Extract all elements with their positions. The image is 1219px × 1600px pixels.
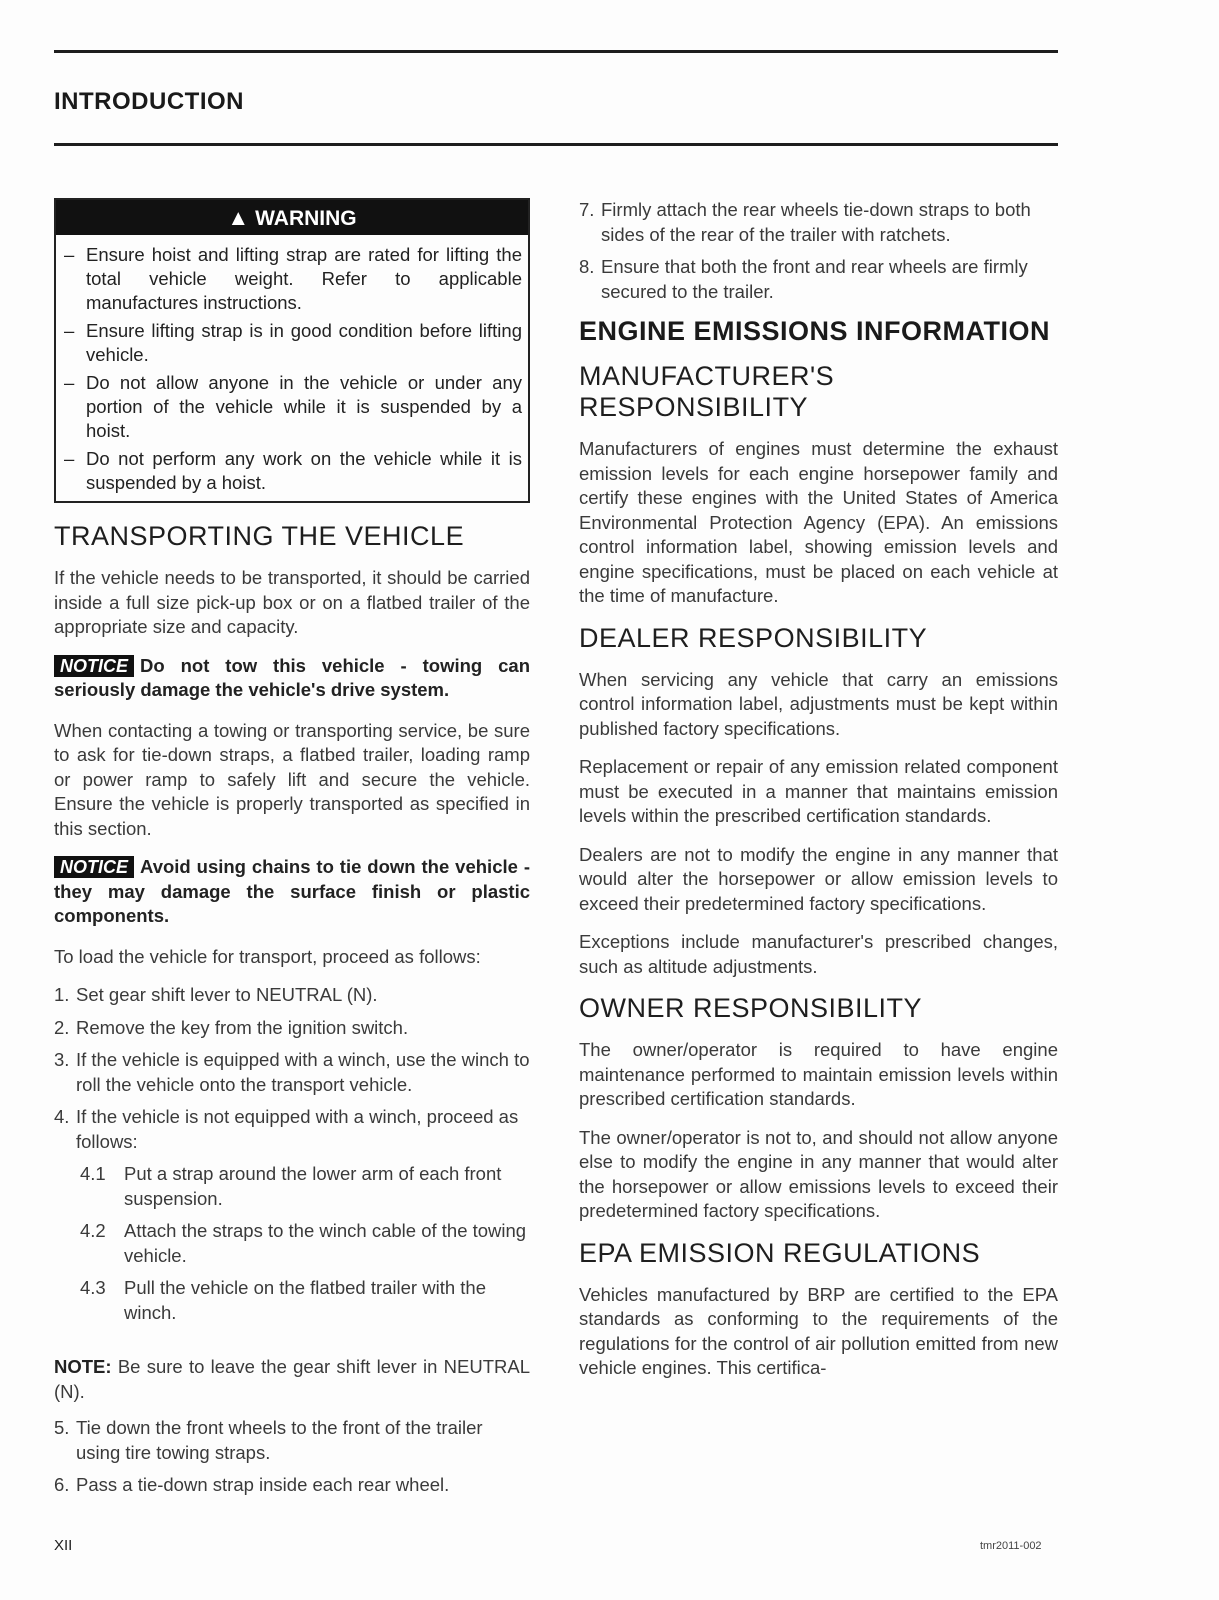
- substep-item: 4.2 Attach the straps to the winch cable of the towing vehicle.: [80, 1220, 527, 1266]
- transporting-heading: TRANSPORTING THE VEHICLE: [54, 521, 465, 551]
- steps-list: [54, 983, 530, 1325]
- notice-text: Avoid using chains to tie down the vehicle - they may damage the surface finish or plastic components.: [54, 856, 530, 926]
- emissions-heading: ENGINE EMISSIONS INFORMATION: [579, 316, 1051, 346]
- note-label: NOTE:: [54, 1356, 112, 1377]
- step-item: 7. Firmly attach the rear wheels tie-down straps to both sides of the rear of the trailer with ratchets.: [579, 199, 1031, 245]
- warning-triangle-icon: ▲: [227, 205, 250, 230]
- warning-item: – Do not perform any work on the vehicle while it is suspended by a hoist.: [64, 447, 522, 495]
- dealer-paragraph: Replacement or repair of any emission related component must be executed in a manner that maintains emission levels within the prescribed certification standards.: [579, 756, 1058, 826]
- warning-list: [56, 235, 528, 501]
- transporting-intro: If the vehicle needs to be transported, it should be carried inside a full size pick-up box or on a flatbed trailer of the appropriate size and capacity.: [54, 567, 530, 637]
- dealer-paragraph: Exceptions include manufacturer's prescribed changes, such as altitude adjustments.: [579, 931, 1058, 977]
- warning-item: – Ensure lifting strap is in good condition before lifting vehicle.: [64, 319, 522, 367]
- page-number: XII: [54, 1537, 73, 1554]
- substep-item: 4.1 Put a strap around the lower arm of each front suspension.: [80, 1163, 502, 1209]
- section-header: INTRODUCTION: [54, 88, 244, 115]
- notice-towing: [54, 654, 530, 703]
- dealer-paragraph: Dealers are not to modify the engine in any manner that would alter the horsepower or allow emission levels to exceed their predetermined factory specifications.: [579, 843, 1058, 914]
- step-item: 2. Remove the key from the ignition switch.: [54, 1016, 409, 1038]
- dealer-paragraph: When servicing any vehicle that carry an emissions control information label, adjustments must be kept within published factory specifications.: [579, 668, 1058, 739]
- warning-box: [54, 198, 530, 503]
- warning-label: WARNING: [255, 207, 357, 230]
- epa-heading: EPA EMISSION REGULATIONS: [579, 1237, 981, 1268]
- substeps-list: [76, 1162, 530, 1325]
- dealer-heading: DEALER RESPONSIBILITY: [579, 622, 928, 653]
- step-item: 5. Tie down the front wheels to the front of the trailer using tire towing straps.: [54, 1417, 483, 1463]
- step-item: 8. Ensure that both the front and rear wheels are firmly secured to the trailer.: [579, 256, 1028, 302]
- owner-heading: OWNER RESPONSIBILITY: [579, 993, 923, 1023]
- owner-paragraph: The owner/operator is not to, and should not allow anyone else to modify the engine in any manner that would alter the horsepower or allow emissions levels to exceed their predetermined factory specifications.: [579, 1126, 1058, 1221]
- manufacturer-text: Manufacturers of engines must determine the exhaust emission levels for each engine horsepower family and certify these engines with the United States of America Environmental Protection Agency (EPA). An emissions control information label, showing emission levels and engine specifications, must be placed on each vehicle at the time of manufacture.: [579, 438, 1058, 606]
- left-column: [54, 198, 530, 1510]
- top-rule: [54, 50, 1058, 53]
- document-code: tmr2011-002: [980, 1540, 1042, 1552]
- warning-header: [56, 200, 528, 235]
- step-item: 6. Pass a tie-down strap inside each rear wheel.: [54, 1474, 450, 1495]
- manufacturer-heading: MANUFACTURER'S RESPONSIBILITY: [579, 361, 835, 422]
- note-text: Be sure to leave the gear shift lever in NEUTRAL (N).: [54, 1356, 530, 1402]
- warning-item: – Do not allow anyone in the vehicle or under any portion of the vehicle while it is suspended by a hoist.: [64, 371, 522, 443]
- header-rule: [54, 143, 1058, 146]
- note: [54, 1355, 530, 1404]
- step-item: 3. If the vehicle is equipped with a winch, use the winch to roll the vehicle onto the transport vehicle.: [54, 1049, 530, 1095]
- step-item: 1. Set gear shift lever to NEUTRAL (N).: [54, 984, 378, 1005]
- warning-item: – Ensure hoist and lifting strap are rated for lifting the total vehicle weight. Refer to applicable manufactures instructions.: [64, 243, 522, 315]
- steps-list-continued: [54, 1416, 530, 1498]
- notice-text: Do not tow this vehicle - towing can seriously damage the vehicle's drive system.: [54, 654, 530, 700]
- transporting-load-intro: To load the vehicle for transport, proceed as follows:: [54, 945, 481, 967]
- notice-badge: NOTICE: [54, 856, 134, 878]
- notice-badge: NOTICE: [54, 655, 134, 677]
- epa-text: Vehicles manufactured by BRP are certified to the EPA standards as conforming to the requirements of the regulations for the control of air pollution emitted from new vehicle engines. This certifica-: [579, 1283, 1058, 1378]
- steps-list-continued-right: [579, 198, 1058, 304]
- transporting-paragraph: When contacting a towing or transporting service, be sure to ask for tie-down straps, a flatbed trailer, loading ramp or power ramp to safely lift and secure the vehicle. Ensure the vehicle is properly transported as specified in this section.: [54, 719, 530, 839]
- right-column: [579, 198, 1058, 1395]
- step-item: 4. If the vehicle is not equipped with a winch, proceed as follows: 4.1 Put a strap around the lower arm of each front suspension. 4.2 Attach the straps to the winch cable of the towing vehicle. 4.3 Pull the vehicle on the flatbed trailer with the winch.: [54, 1105, 530, 1325]
- substep-item: 4.3 Pull the vehicle on the flatbed trailer with the winch.: [80, 1277, 486, 1323]
- owner-paragraph: The owner/operator is required to have engine maintenance performed to maintain emission levels within prescribed certification standards.: [579, 1039, 1058, 1109]
- notice-chains: [54, 855, 530, 929]
